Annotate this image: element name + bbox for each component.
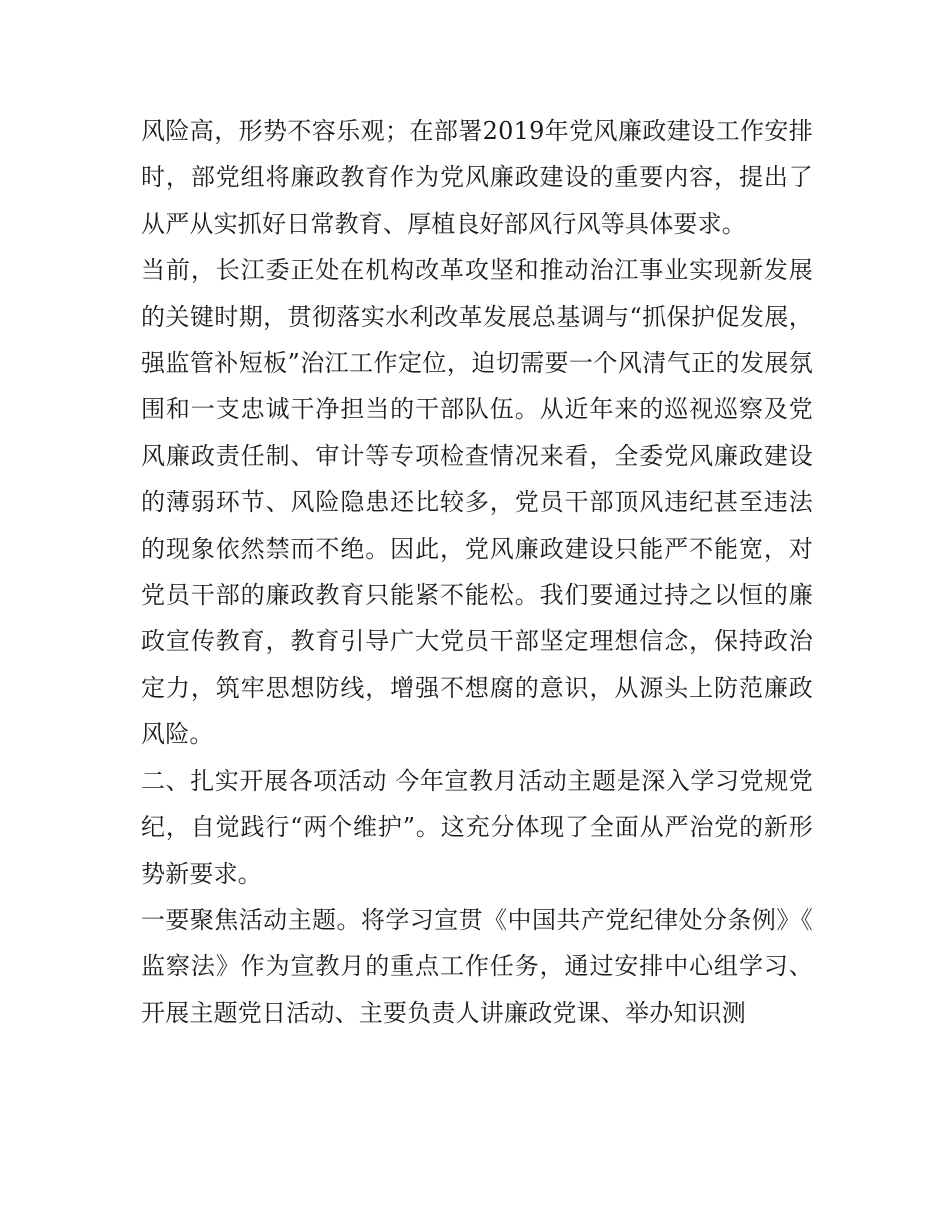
document-page [141, 108, 813, 1036]
paragraph-focus-theme: 一要聚焦活动主题。将学习宣贯《中国共产党纪律处分条例》《监察法》作为宣教月的重点工作任务，通过安排中心组学习、开展主题党日活动、主要负责人讲廉政党课、举办知识测 [141, 905, 813, 1027]
paragraph-current-situation: 当前，长江委正处在机构改革攻坚和推动治江事业实现新发展的关键时期，贯彻落实水利改革发展总基调与“抓保护促发展，强监管补短板”治江工作定位，迫切需要一个风清气正的发展氛围和一支忠诚干净担当的干部队伍。从近年来的巡视巡察及党风廉政责任制、审计等专项检查情况来看，全委党风廉政建设的薄弱环节、风险隐患还比较多，党员干部顶风违纪甚至违法的现象依然禁而不绝。因此，党风廉政建设只能严不能宽，对党员干部的廉政教育只能紧不能松。我们要通过持之以恒的廉政宣传教育，教育引导广大党员干部坚定理想信念，保持政治定力，筑牢思想防线，增强不想腐的意识，从源头上防范廉政风险。 [141, 256, 813, 749]
paragraph-section-two-activities: 二、扎实开展各项活动 今年宣教月活动主题是深入学习党规党纪，自觉践行“两个维护”。这充分体现了全面从严治党的新形势新要求。 [141, 766, 813, 888]
paragraph-risk-context: 风险高，形势不容乐观；在部署2019年党风廉政建设工作安排时，部党组将廉政教育作为党风廉政建设的重要内容，提出了从严从实抓好日常教育、厚植良好部风行风等具体要求。 [141, 117, 813, 238]
